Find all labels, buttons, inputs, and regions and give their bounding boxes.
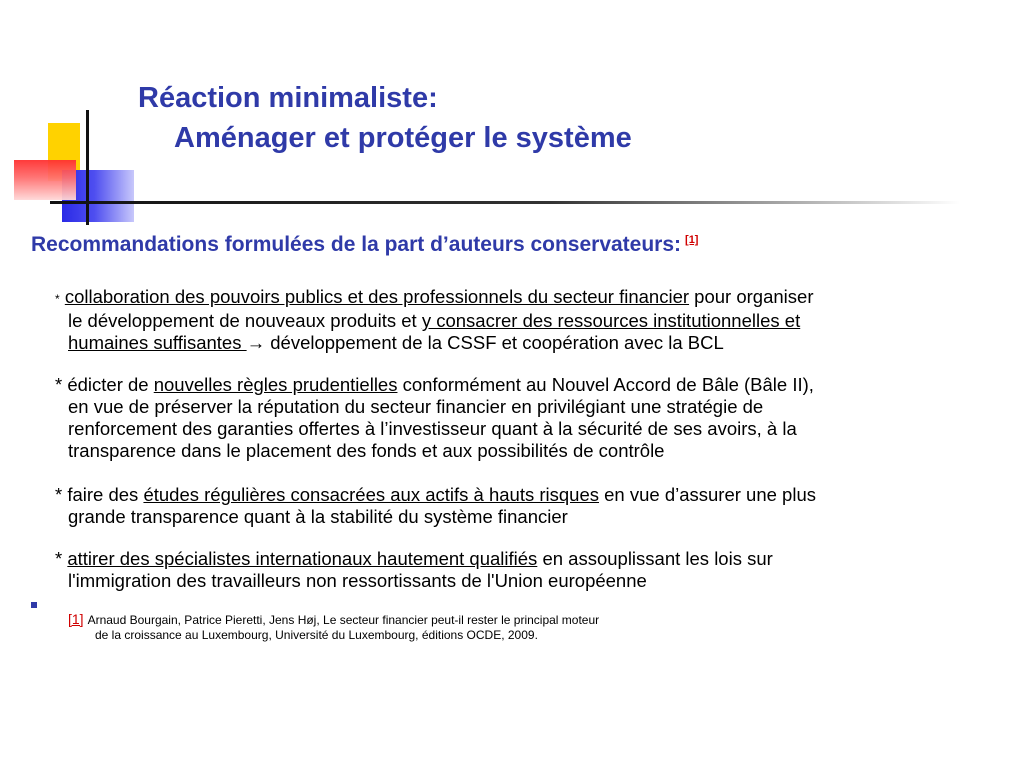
rec1-line2-text: le développement de nouveaux produits et [68,310,422,331]
rec3-line-1 [55,484,995,506]
rec3-lead: * faire des [55,484,144,505]
rec4-lead: * [55,548,68,569]
rec4-line-1 [55,548,995,570]
rec4-line-2: l'immigration des travailleurs non ressortissants de l'Union européenne [68,570,647,591]
rec2-line-1 [55,374,995,396]
subheading-footnote-link[interactable]: [1] [685,234,699,246]
rec2-line-4: transparence dans le placement des fonds et aux possibilités de contrôle [68,440,665,461]
rec1-underlined-c: humaines suffisantes [68,332,247,353]
rec1-star: * [55,292,60,306]
rec4-text-after: en assouplissant les lois sur [537,548,773,569]
rec2-line-3: renforcement des garanties offertes à l’investisseur quant à la sécurité de ses avoirs, à la [68,418,797,439]
subheading-text: Recommandations formulées de la part d’auteurs conservateurs: [31,233,682,256]
rec2-underlined: nouvelles règles prudentielles [153,374,398,395]
rec1-line-3 [55,332,995,354]
rec1-underlined-b: y consacrer des ressources institutionnelles et [421,310,801,331]
bullet-square-icon [31,602,37,608]
recommendation-3 [55,484,995,528]
logo-vertical-line [86,110,89,225]
recommendation-4 [55,548,995,592]
footnote [68,612,599,643]
rec2-lead: * édicter de [55,374,154,395]
rec3-text-after: en vue d’assurer une plus [599,484,816,505]
rec3-underlined: études régulières consacrées aux actifs à hauts risques [143,484,599,505]
rec1-underlined-a: collaboration des pouvoirs publics et des professionnels du secteur financier [64,286,690,307]
title-underline-rule [50,201,960,204]
subheading [31,233,698,257]
rec1-line3-text: développement de la CSSF et coopération avec la BCL [265,332,724,353]
rec2-text-after: conformément au Nouvel Accord de Bâle (Bâle II), [397,374,814,395]
slide-logo [0,0,140,230]
footnote-ref-link[interactable]: [1] [68,611,84,627]
slide-title [138,78,632,158]
footnote-line-2: de la croissance au Luxembourg, Université du Luxembourg, éditions OCDE, 2009. [95,628,538,642]
rec1-line-1 [55,286,995,310]
logo-red-square [14,160,76,200]
rec1-text-a: pour organiser [689,286,814,307]
rec1-line-2 [55,310,995,332]
rec4-underlined: attirer des spécialistes internationaux hautement qualifiés [67,548,538,569]
recommendation-2 [55,374,995,462]
title-line-2: Aménager et protéger le système [174,122,632,154]
recommendation-1 [55,286,995,354]
arrow-right-icon: → [246,332,266,353]
title-line-1: Réaction minimaliste: [138,82,438,114]
footnote-line-1: Arnaud Bourgain, Patrice Pieretti, Jens Høj, Le secteur financier peut-il rester le principal moteur [87,613,600,627]
rec3-line-2: grande transparence quant à la stabilité du système financier [68,506,568,527]
rec2-line-2: en vue de préserver la réputation du secteur financier en privilégiant une stratégie de [68,396,764,417]
